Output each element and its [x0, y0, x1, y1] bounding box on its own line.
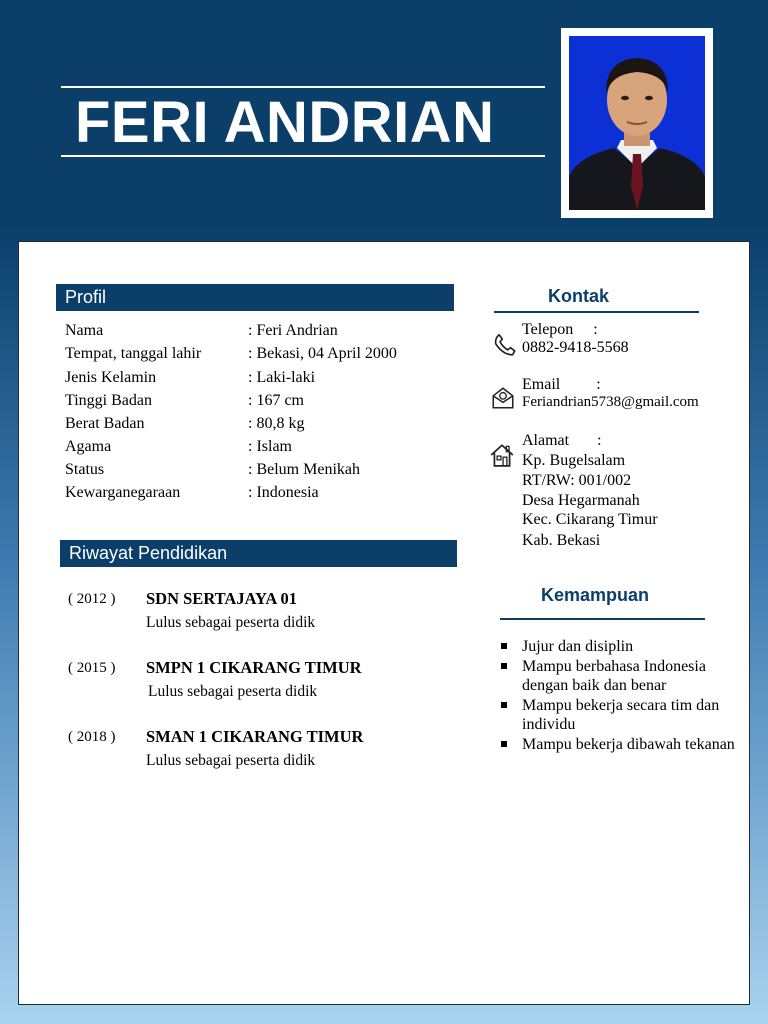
address-label: Alamat :	[522, 432, 602, 449]
phone-value: 0882-9418-5568	[522, 339, 629, 356]
education-year: ( 2012 )	[68, 591, 116, 607]
address-line: Kab. Bekasi	[522, 532, 601, 549]
contact-header-rule	[494, 311, 699, 313]
bullet-icon	[501, 741, 507, 747]
education-year: ( 2018 )	[68, 729, 116, 745]
profile-value: : Bekasi, 04 April 2000	[248, 345, 397, 362]
contact-section-header: Kontak	[548, 286, 610, 306]
profile-section-header: Profil	[56, 284, 454, 311]
education-school: SMPN 1 CIKARANG TIMUR	[146, 658, 362, 677]
profile-value: : Indonesia	[248, 484, 319, 501]
phone-label: Telepon :	[522, 321, 598, 338]
profile-value: : 167 cm	[248, 392, 304, 409]
skill-text: Mampu bekerja dibawah tekanan	[522, 735, 735, 753]
education-note: Lulus sebagai peserta didik	[148, 683, 318, 700]
bullet-icon	[501, 702, 507, 708]
profile-label: Jenis Kelamin	[65, 369, 157, 386]
skill-text: Mampu berbahasa Indonesia dengan baik dan benar	[522, 657, 706, 695]
name-rule-bottom	[61, 155, 545, 157]
full-name: FERI ANDRIAN	[75, 90, 495, 155]
skills-section-header: Kemampuan	[541, 585, 650, 605]
education-note: Lulus sebagai peserta didik	[146, 752, 316, 769]
skills-list	[496, 637, 736, 755]
home-icon	[489, 442, 515, 468]
address-line: Desa Hegarmanah	[522, 492, 640, 509]
profile-label: Agama	[65, 438, 112, 455]
profile-value: : Laki-laki	[248, 369, 316, 386]
skill-text: Jujur dan disiplin	[522, 638, 634, 655]
skill-item	[496, 735, 736, 755]
profile-value: : Feri Andrian	[248, 322, 338, 339]
profile-photo-frame	[561, 28, 713, 218]
skills-header-rule	[500, 618, 705, 620]
address-line: Kp. Bugelsalam	[522, 452, 626, 469]
phone-icon	[492, 332, 518, 358]
education-note: Lulus sebagai peserta didik	[146, 614, 316, 631]
education-year: ( 2015 )	[68, 660, 116, 676]
profile-label: Nama	[65, 322, 104, 339]
profile-value: : Belum Menikah	[248, 461, 360, 478]
skill-item	[496, 637, 736, 657]
profile-label: Berat Badan	[65, 415, 145, 432]
skill-item	[496, 657, 736, 696]
profile-label: Kewarganegaraan	[65, 484, 181, 501]
education-school: SDN SERTAJAYA 01	[146, 589, 298, 608]
profile-label: Tempat, tanggal lahir	[65, 345, 202, 362]
address-line: Kec. Cikarang Timur	[522, 511, 658, 528]
profile-value: : Islam	[248, 438, 292, 455]
profile-value: : 80,8 kg	[248, 415, 305, 432]
profile-photo	[569, 36, 705, 210]
skill-item	[496, 696, 736, 735]
bullet-icon	[501, 663, 507, 669]
education-section-header: Riwayat Pendidikan	[60, 540, 457, 567]
education-school: SMAN 1 CIKARANG TIMUR	[146, 727, 364, 746]
email-value: Feriandrian5738@gmail.com	[522, 394, 699, 410]
bullet-icon	[501, 643, 507, 649]
skill-text: Mampu bekerja secara tim dan individu	[522, 696, 720, 734]
address-line: RT/RW: 001/002	[522, 472, 632, 489]
profile-label: Tinggi Badan	[65, 392, 152, 409]
email-icon	[490, 385, 516, 411]
profile-label: Status	[65, 461, 105, 478]
email-label: Email :	[522, 376, 601, 393]
